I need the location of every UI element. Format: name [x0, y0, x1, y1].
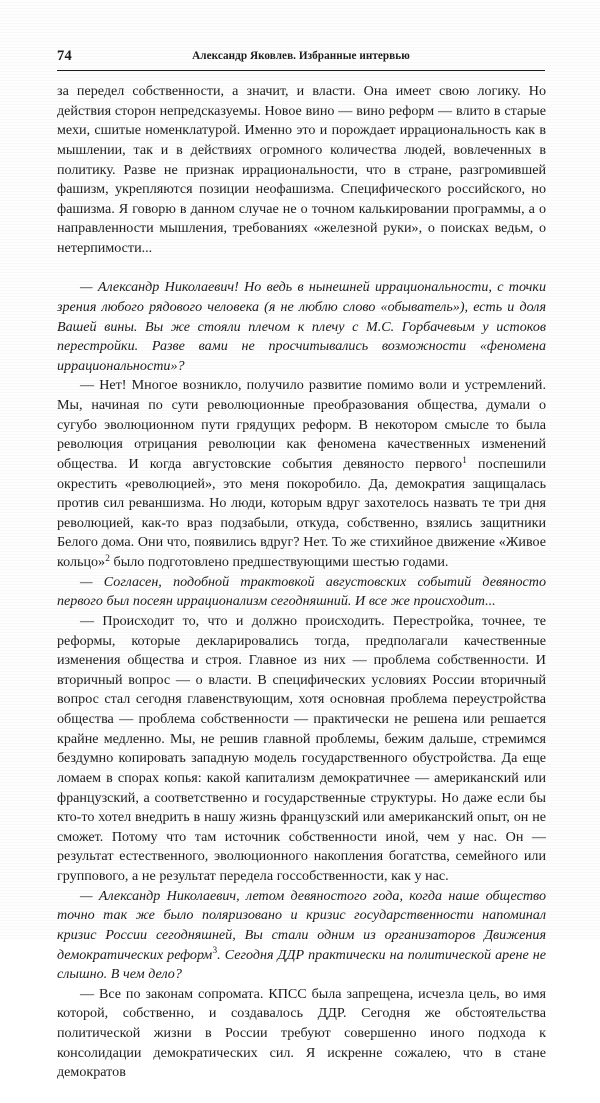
paragraph-answer-3: — Все по законам сопромата. КПСС была запрещена, исчезла цель, во имя которой, собственно, и создавалось ДДР. Сегодня же обстоятельства политической жизни в России требуют совершенно иного подхода к консолидации демократических сил. Я искренне сожалею, что в стане демократов [57, 985, 546, 1081]
footnote-marker-1[interactable]: 1 [462, 455, 467, 466]
paragraph-answer-1 [57, 376, 546, 572]
question-3-text-part-1: — Александр Николаевич, летом девяностого года, когда наше общество точно так же было поляризовано и кризис государственности напоминал кризис России сегодняшней, Вы стали одним из организаторов Движения демократических реформ [57, 887, 546, 963]
question-3-text-part-2: . Сегодня ДДР практически на политической арене не слышно. В чем дело? [57, 946, 546, 983]
footnote-marker-2[interactable]: 2 [105, 553, 110, 564]
paragraph-question-1: — Александр Николаевич! Но ведь в нынешней иррациональности, с точки зрения любого рядового человека (я не люблю слово «обыватель»), есть и доля Вашей вины. Вы же стояли плечом к плечу с М.С. Горбачевым у истоков перестройки. Разве вами не просчитывались возможности «феномена иррациональности»? [57, 279, 546, 374]
paragraph-question-2: — Согласен, подобной трактовкой августовских событий девяносто первого был посеян иррационализм сегодняшний. И все же происходит... [57, 573, 546, 610]
answer-1-text-part-1: — Нет! Многое возникло, получило развитие помимо воли и устремлений. Мы, начиная по сути революционные преобразования общества, думали о сугубо эволюционном пути грядущих реформ. В некотором смысле то была революция отрицания революции как феномена качественных изменений общества. И когда августовские события девяносто первого [57, 377, 546, 472]
body-text-block [57, 82, 546, 1103]
answer-1-text-part-3: было подготовлено предшествующими шестью годами. [109, 554, 449, 570]
paragraph-answer-2: — Происходит то, что и должно происходить. Перестройка, точнее, те реформы, которые декларировались тогда, предполагали качественные изменения общества и строя. Главное из них — проблема собственности. И вторичный вопрос — о власти. В специфических условиях России вторичный вопрос стал сегодня главенствующим, хотя основная проблема переустройства общества — проблема собственности — практически не решена или решается крайне медленно. Мы, не решив главной проблемы, бежим дальше, стремимся бездумно копировать западную модель государственного обустройства. Да еще ломаем в спорах копья: какой капитализм демократичнее — американский или французский, а соответственно и государственные структуры. Но даже если бы кто-то хотел внедрить в нашу жизнь французский или американский опыт, он не сможет. Потому что там источник собственности иной, чем у нас. Он — результат естественного, эволюционного накопления богатства, семейного или группового, а не результат передела госсобственности, как у нас. [57, 612, 546, 884]
paragraph-question-3 [57, 887, 546, 985]
running-head [57, 46, 545, 70]
footnote-marker-3[interactable]: 3 [212, 946, 218, 957]
page-number: 74 [57, 48, 72, 64]
header-divider-rule [57, 70, 545, 71]
answer-1-text-part-2: поспешили окрестить «революцией», это меня покоробило. Да, демократия защищалась против сил реваншизма. Но люди, которым вдруг захотелось назвать те три дня революцией, как-то враз подзабыли, откуда, собственно, взялись защитники Белого дома. Они что, появились вдруг? Нет. То же стихийное движение «Живое кольцо» [57, 455, 546, 570]
paragraph-answer-continued: за передел собственности, а значит, и власти. Она имеет свою логику. Но действия сторон непредсказуемы. Новое вино — вино реформ — влито в старые мехи, сшитые номенклатурой. Именно это и порождает иррациональность как в мышлении, так и в действиях огромного количества людей, вовлеченных в политику. Разве не признак иррациональности, что в стране, разгромившей фашизм, укрепляются позиции неофашизма. Специфического российского, но фашизма. Я говорю в данном случае не о точном калькировании программы, а о направленности мышления, требованиях «железной руки», о поисках ведьм, о нетерпимости... [57, 83, 546, 256]
running-title: Александр Яковлев. Избранные интервью [192, 50, 410, 62]
